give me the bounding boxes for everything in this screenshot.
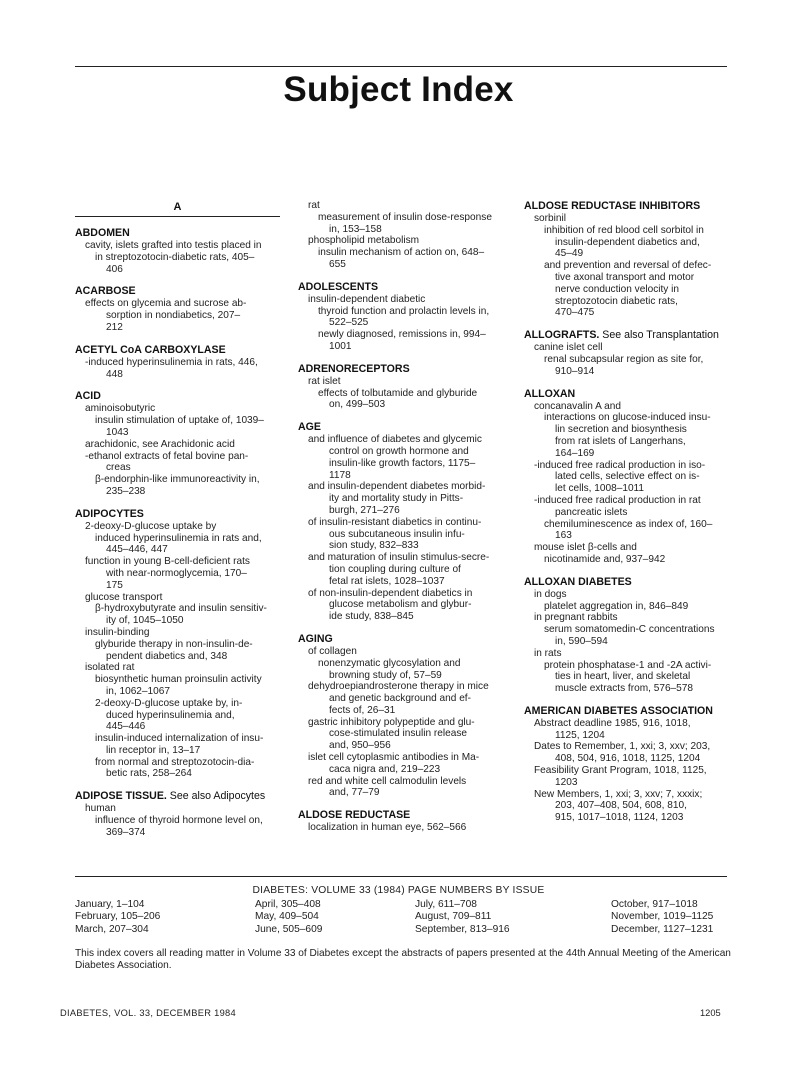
issue-column [611, 899, 713, 936]
entry-line: lated cells, selective effect on is- [555, 471, 700, 483]
entry-line: betic rats, 258–264 [106, 768, 192, 780]
entry-heading [298, 421, 530, 434]
entry-line: 2-deoxy-D-glucose uptake by, in- [95, 697, 243, 709]
entry-heading-term: ADIPOCYTES [75, 507, 144, 520]
issue-range: November, 1019–1125 [611, 911, 714, 923]
entry-line: let cells, 1008–1011 [555, 483, 645, 495]
index-entry [524, 576, 734, 695]
entry-line: insulin-dependent diabetics and, [555, 236, 700, 248]
entry-line: insulin-binding [85, 626, 150, 638]
entry-line: burgh, 271–276 [329, 504, 400, 516]
entry-line: interactions on glucose-induced insu- [544, 412, 711, 424]
index-entry [298, 281, 530, 353]
entry-line: human [85, 803, 116, 815]
entry-line: inhibition of red blood cell sorbitol in [544, 224, 704, 236]
entry-line: platelet aggregation in, 846–849 [544, 600, 689, 612]
entry-heading [298, 633, 530, 646]
entry-heading [75, 227, 307, 240]
entry-line: ties in heart, liver, and skeletal [555, 671, 691, 683]
index-entry [75, 344, 307, 381]
index-entry [298, 633, 530, 799]
index-entry [298, 363, 530, 411]
issue-range: May, 409–504 [255, 911, 319, 923]
entry-line: 445–446 [106, 721, 146, 733]
entry-line: 369–374 [106, 826, 146, 838]
entry-line: 1043 [106, 426, 129, 438]
entry-line: from rat islets of Langerhans, [555, 435, 686, 447]
entry-line: 408, 504, 916, 1018, 1125, 1204 [555, 753, 701, 765]
entry-line: insulin-like growth factors, 1175– [329, 457, 476, 469]
entry-line: 910–914 [555, 365, 595, 377]
entry-line: tive axonal transport and motor [555, 271, 695, 283]
top-rule [75, 66, 727, 67]
entry-heading-term: ACID [75, 390, 101, 403]
issue-column [255, 899, 322, 936]
index-entry [75, 227, 307, 275]
entry-line: in rats [534, 647, 562, 659]
entry-heading-term: AGE [298, 421, 321, 434]
entry-line: Feasibility Grant Program, 1018, 1125, [534, 765, 707, 777]
index-entry [524, 388, 734, 566]
entry-heading-term: ALLOXAN [524, 387, 576, 400]
entry-line: phospholipid metabolism [308, 235, 420, 247]
entry-line: in pregnant rabbits [534, 612, 618, 624]
entry-line: lin secretion and biosynthesis [555, 424, 687, 436]
entry-line: ity and mortality study in Pitts- [329, 493, 464, 505]
entry-heading [75, 790, 307, 803]
entry-line: rat islet [308, 375, 341, 387]
index-entry [75, 790, 307, 838]
entry-line: from normal and streptozotocin-dia- [95, 756, 255, 768]
entry-line: β-hydroxybutyrate and insulin sensitiv- [95, 603, 267, 615]
footer-journal: DIABETES, VOL. 33, DECEMBER 1984 [60, 1008, 236, 1018]
entry-line: isolated rat [85, 662, 135, 674]
entry-cross-reference: See also Adipocytes [166, 790, 266, 803]
entry-line: and genetic background and ef- [329, 693, 471, 705]
entry-heading [524, 576, 734, 589]
entry-line: tion coupling during culture of [329, 563, 461, 575]
entry-line: canine islet cell [534, 342, 603, 354]
issue-range: December, 1127–1231 [611, 923, 714, 935]
entry-line: thyroid function and prolactin levels in, [318, 305, 490, 317]
bottom-rule [75, 876, 727, 877]
entry-heading [298, 363, 530, 376]
entry-line: browning study of, 57–59 [329, 669, 442, 681]
entry-line: New Members, 1, xxi; 3, xxv; 7, xxxix; [534, 788, 703, 800]
entry-line: fects of, 26–31 [329, 704, 396, 716]
entry-line: 470–475 [555, 307, 595, 319]
issue-range: January, 1–104 [75, 899, 145, 910]
entry-line: β-endorphin-like immunoreactivity in, [95, 474, 260, 486]
entry-line: aminoisobutyric [85, 403, 156, 415]
entry-line: concanavalin A and [534, 400, 621, 412]
entry-line: cose-stimulated insulin release [329, 728, 468, 740]
entry-line: 1203 [555, 776, 578, 788]
entry-line: -induced free radical production in iso- [534, 459, 706, 471]
entry-line: induced hyperinsulinemia in rats and, [95, 532, 262, 544]
entry-line: of collagen [308, 645, 357, 657]
entry-line: sorption in nondiabetics, 207– [106, 310, 241, 322]
entry-line: 1178 [329, 469, 351, 481]
issue-column [415, 899, 510, 936]
entry-cross-reference: See also Transplantation [599, 329, 719, 342]
entry-heading [75, 285, 307, 298]
entry-line: 406 [106, 263, 123, 275]
entry-line: -induced hyperinsulinemia in rats, 446, [85, 356, 258, 368]
entry-line: 1125, 1204 [555, 729, 605, 741]
volume-heading: DIABETES: VOLUME 33 (1984) PAGE NUMBERS BY ISSUE [252, 885, 545, 896]
entry-heading [524, 200, 734, 213]
entry-line: 1001 [329, 340, 352, 352]
entry-line: influence of thyroid hormone level on, [95, 815, 263, 827]
entry-line: duced hyperinsulinemia and, [106, 709, 235, 721]
entry-line: muscle extracts from, 576–578 [555, 683, 694, 695]
index-entry [75, 285, 307, 333]
entry-line: in dogs [534, 588, 567, 600]
entry-line: with near-normoglycemia, 170– [106, 567, 247, 579]
entry-heading [524, 388, 734, 401]
entry-line: in, 590–594 [555, 635, 608, 647]
entry-line: red and white cell calmodulin levels [308, 775, 467, 787]
entry-line: biosynthetic human proinsulin activity [95, 674, 262, 686]
entry-line: protein phosphatase-1 and -2A activi- [544, 659, 712, 671]
entry-line: mouse islet β-cells and [534, 542, 637, 554]
entry-line: glucose metabolism and glybur- [329, 599, 472, 611]
entry-line: lin receptor in, 13–17 [106, 744, 201, 756]
index-entry [75, 508, 307, 781]
entry-line: 212 [106, 321, 123, 333]
entry-heading [75, 344, 307, 357]
entry-line: and influence of diabetes and glycemic [308, 434, 482, 446]
index-column-2 [298, 200, 530, 844]
entry-line: in, 1062–1067 [106, 685, 170, 697]
page-title: Subject Index [283, 70, 514, 109]
entry-heading-term: ALDOSE REDUCTASE INHIBITORS [524, 200, 701, 212]
entry-line: -ethanol extracts of fetal bovine pan- [85, 450, 249, 462]
entry-line: nicotinamide and, 937–942 [544, 553, 666, 565]
issue-range: March, 207–304 [75, 923, 149, 935]
entry-line: 175 [106, 579, 123, 591]
entry-line: function in young B-cell-deficient rats [85, 556, 250, 568]
entry-heading-term: ADOLESCENTS [298, 280, 379, 293]
entry-line: islet cell cytoplasmic antibodies in Ma- [308, 752, 480, 764]
index-column-3 [524, 200, 734, 834]
index-entries [75, 227, 307, 839]
entry-line: nonenzymatic glycosylation and [318, 657, 461, 669]
entry-line: 235–238 [106, 485, 146, 497]
entry-line: control on growth hormone and [329, 445, 469, 457]
footer-page-number: 1205 [700, 1008, 721, 1018]
entry-line: cavity, islets grafted into testis placed in [85, 240, 262, 251]
entry-line: glucose transport [85, 591, 163, 603]
issue-range: August, 709–811 [415, 911, 492, 923]
entry-line: glyburide therapy in non-insulin-de- [95, 638, 253, 650]
issue-range: September, 813–916 [415, 923, 510, 935]
entry-heading [75, 390, 307, 403]
entry-line: effects of tolbutamide and glyburide [318, 387, 478, 399]
entry-line: measurement of insulin dose-response [318, 211, 492, 223]
entry-line: 45–49 [555, 248, 584, 260]
entry-line: of non-insulin-dependent diabetics in [308, 587, 473, 599]
entry-line: insulin-dependent diabetic [308, 293, 426, 305]
index-entry [75, 390, 307, 497]
issue-range: July, 611–708 [415, 899, 477, 910]
entry-line: and insulin-dependent diabetes morbid- [308, 481, 486, 493]
issue-range: October, 917–1018 [611, 899, 698, 910]
issue-range: June, 505–609 [255, 923, 323, 935]
entry-line: and, 950–956 [329, 740, 391, 752]
entry-line: Dates to Remember, 1, xxi; 3, xxv; 203, [534, 741, 711, 753]
entry-line: localization in human eye, 562–566 [308, 822, 467, 834]
entry-line: renal subcapsular region as site for, [544, 353, 704, 365]
entry-heading-term: AMERICAN DIABETES ASSOCIATION [524, 704, 713, 717]
entry-line: insulin-induced internalization of insu- [95, 733, 264, 745]
entry-line: ide study, 838–845 [329, 611, 414, 623]
entry-line: 522–525 [329, 317, 369, 329]
index-entry [298, 200, 530, 271]
entry-line: 164–169 [555, 447, 595, 459]
entry-line: Abstract deadline 1985, 916, 1018, [534, 717, 691, 729]
entry-line: pendent diabetics and, 348 [106, 650, 228, 662]
entry-line: of insulin-resistant diabetics in continu- [308, 516, 482, 528]
entry-line: chemiluminescence as index of, 160– [544, 518, 713, 530]
section-letter: A [75, 200, 280, 217]
entry-line: 915, 1017–1018, 1124, 1203 [555, 812, 684, 824]
entry-heading-term: ALLOGRAFTS. [524, 329, 600, 342]
entry-line: insulin stimulation of uptake of, 1039– [95, 415, 264, 427]
entry-line: 203, 407–408, 504, 608, 810, [555, 800, 687, 812]
issue-range: February, 105–206 [75, 911, 161, 923]
entry-line: caca nigra and, 219–223 [329, 763, 441, 775]
entry-line: ous subcutaneous insulin infu- [329, 528, 465, 540]
entry-line: on, 499–503 [329, 399, 386, 411]
entry-line: 163 [555, 530, 572, 542]
index-column-1 [75, 200, 307, 849]
entry-line: dehydroepiandrosterone therapy in mice [308, 681, 489, 693]
entry-heading-term: ACARBOSE [75, 285, 136, 298]
entry-line: 445–446, 447 [106, 544, 168, 556]
entry-line: serum somatomedin-C concentrations [544, 624, 715, 636]
entry-line: arachidonic, see Arachidonic acid [85, 438, 235, 450]
entry-line: 448 [106, 368, 123, 380]
entry-line: streptozotocin diabetic rats, [555, 295, 678, 307]
index-coverage-note: This index covers all reading matter in Volume 33 of Diabetes except the abstracts of papers presented at the 44th Annual Meeting of the American Diabetes Association. [75, 948, 731, 972]
entry-line: 655 [329, 258, 346, 270]
entry-line: in streptozotocin-diabetic rats, 405– [95, 251, 255, 263]
entry-line: effects on glycemia and sucrose ab- [85, 298, 247, 310]
entry-heading-term: ABDOMEN [75, 227, 130, 239]
entry-heading-term: AGING [298, 632, 333, 645]
entry-line: pancreatic islets [555, 506, 628, 518]
entry-heading [524, 329, 734, 342]
entry-line: gastric inhibitory polypeptide and glu- [308, 716, 475, 728]
index-entries [524, 200, 734, 824]
entry-line: ity of, 1045–1050 [106, 615, 184, 627]
entry-line: rat [308, 200, 320, 211]
index-entry [524, 705, 734, 824]
index-entries [298, 200, 530, 834]
entry-line: and, 77–79 [329, 787, 380, 799]
entry-line: sion study, 832–833 [329, 540, 419, 552]
entry-line: insulin mechanism of action on, 648– [318, 247, 485, 259]
entry-heading-term: ALDOSE REDUCTASE [298, 809, 411, 822]
entry-line: creas [106, 462, 131, 474]
entry-heading [298, 281, 530, 294]
entry-heading-term: ADRENORECEPTORS [298, 362, 410, 375]
entry-line: and prevention and reversal of defec- [544, 260, 712, 272]
issue-column [75, 899, 160, 936]
entry-line: sorbinil [534, 213, 566, 224]
index-entry [524, 200, 734, 319]
index-entry [298, 809, 530, 834]
entry-heading-term: ADIPOSE TISSUE. [75, 790, 167, 803]
index-entry [298, 421, 530, 623]
entry-heading-term: ACETYL CoA CARBOXYLASE [75, 343, 226, 356]
entry-line: nerve conduction velocity in [555, 283, 679, 295]
entry-line: newly diagnosed, remissions in, 994– [318, 329, 486, 341]
entry-heading-term: ALLOXAN DIABETES [524, 575, 632, 588]
entry-heading [75, 508, 307, 521]
entry-line: in, 153–158 [329, 223, 382, 235]
entry-heading [524, 705, 734, 718]
issue-range: April, 305–408 [255, 899, 321, 910]
entry-line: 2-deoxy-D-glucose uptake by [85, 520, 217, 532]
entry-line: and maturation of insulin stimulus-secre- [308, 552, 490, 564]
entry-line: fetal rat islets, 1028–1037 [329, 575, 445, 587]
entry-heading [298, 809, 530, 822]
entry-line: -induced free radical production in rat [534, 494, 701, 506]
index-entry [524, 329, 734, 377]
